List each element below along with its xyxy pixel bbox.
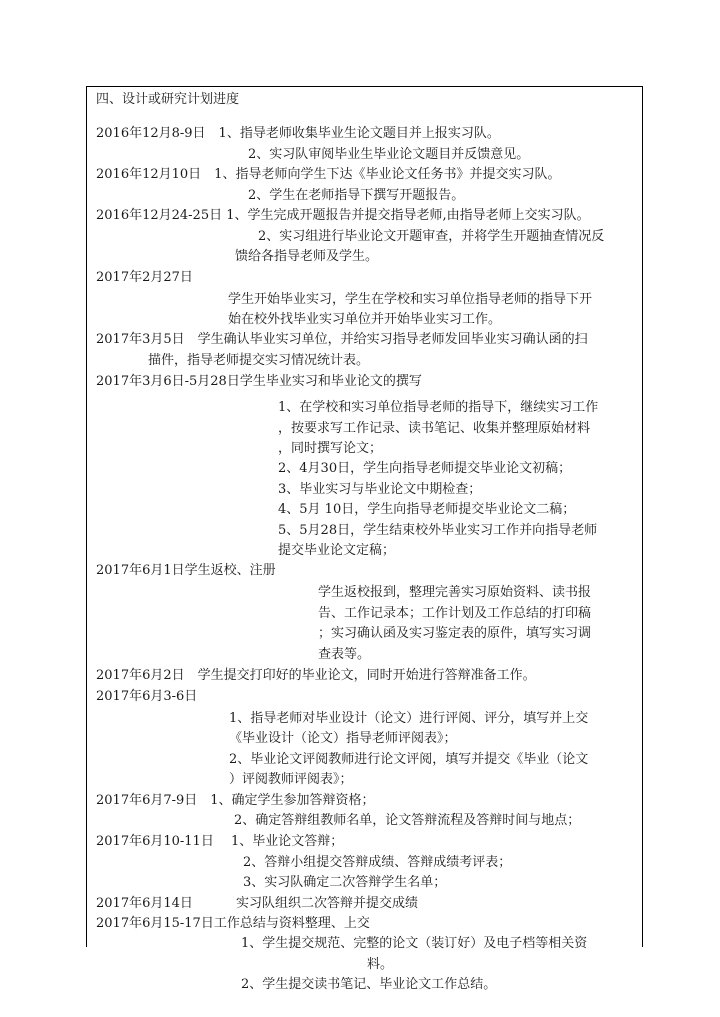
schedule-line: 提交毕业论文定稿； — [278, 543, 396, 558]
schedule-line: 2016年12月8-9日 1、指导老师收集毕业生论文题目并上报实习队。 — [96, 126, 500, 141]
schedule-line: 描件，指导老师提交实习情况统计表。 — [148, 353, 370, 368]
schedule-line: 2、实习队审阅毕业生毕业论文题目并反馈意见。 — [248, 147, 530, 162]
schedule-line: 3、实习队确定二次答辩学生名单； — [243, 875, 447, 890]
schedule-line: 2、毕业论文评阅教师进行论文评阅，填写并提交《毕业（论文 — [229, 752, 589, 767]
schedule-line: 学生开始毕业实习，学生在学校和实习单位指导老师的指导下开 — [228, 292, 593, 307]
schedule-line: 2、确定答辩组教师名单，论文答辩流程及答辩时间与地点； — [234, 813, 581, 828]
schedule-line: ；实习确认函及实习鉴定表的原件，填写实习调 — [318, 626, 592, 641]
schedule-line: 2、4月30日，学生向指导老师提交毕业论文初稿； — [278, 461, 572, 476]
schedule-line: 2017年6月7-9日 1、确定学生参加答辩资格； — [96, 793, 375, 808]
schedule-line: 1、学生提交规范、完整的论文（装订好）及电子档等相关资 — [241, 936, 588, 951]
schedule-line: 1、指导老师对毕业设计（论文）进行评阅、评分，填写并上交 — [229, 711, 589, 726]
schedule-line: 2017年6月14日 实习队组织二次答辩并提交成绩 — [96, 896, 419, 911]
schedule-line: 告、工作记录本；工作计划及工作总结的打印稿 — [318, 606, 592, 621]
schedule-line: ，按要求写工作记录、读书笔记、收集并整理原始材料 — [278, 421, 591, 436]
schedule-line: 2017年6月3-6日 — [96, 689, 198, 704]
schedule-line: 2016年12月10日 1、指导老师向学生下达《毕业论文任务书》并提交实习队。 — [96, 167, 561, 182]
schedule-line: 《毕业设计（论文）指导老师评阅表》； — [229, 731, 457, 746]
schedule-line: 2016年12月24-25日 1、学生完成开题报告并提交指导老师,由指导老师上交实习队。 — [96, 208, 590, 223]
schedule-line: 馈给各指导老师及学生。 — [235, 249, 379, 264]
schedule-line: 2017年3月6日-5月28日学生毕业实习和毕业论文的撰写 — [96, 374, 422, 389]
schedule-line: 2017年6月1日学生返校、注册 — [96, 563, 276, 578]
schedule-line: 4、5月 10日，学生向指导老师提交毕业论文二稿； — [278, 502, 576, 517]
schedule-line: 2、学生提交读书笔记、毕业论文工作总结。 — [241, 977, 497, 992]
schedule-line: 2、学生在老师指导下撰写开题报告。 — [248, 188, 465, 203]
schedule-line: 查表等。 — [318, 647, 371, 662]
schedule-line: 2017年6月2日 学生提交打印好的毕业论文，同时开始进行答辩准备工作。 — [96, 668, 536, 683]
schedule-line: 2017年3月5日 学生确认毕业实习单位，并给实习指导老师发回毕业实习确认函的扫 — [96, 332, 588, 347]
schedule-line: 2017年6月15-17日工作总结与资料整理、上交 — [96, 916, 370, 931]
schedule-line: 2017年6月10-11日 1、毕业论文答辩； — [96, 834, 344, 849]
schedule-line: 2017年2月27日 — [96, 270, 193, 285]
schedule-line: 1、在学校和实习单位指导老师的指导下，继续实习工作 — [278, 400, 599, 415]
schedule-line: ，同时撰写论文； — [278, 441, 383, 456]
schedule-line: 料。 — [367, 957, 394, 972]
schedule-line: ）评阅教师评阅表》； — [229, 772, 353, 787]
schedule-line: 2、答辩小组提交答辩成绩、答辩成绩考评表； — [243, 855, 512, 870]
section-title: 四、设计或研究计划进度 — [96, 92, 240, 107]
schedule-line: 2、实习组进行毕业论文开题审查，并将学生开题抽查情况反 — [258, 229, 605, 244]
schedule-line: 始在校外找毕业实习单位并开始毕业实习工作。 — [228, 312, 502, 327]
schedule-line: 3、毕业实习与毕业论文中期检查； — [278, 482, 482, 497]
schedule-line: 学生返校报到，整理完善实习原始资料、读书报 — [318, 585, 592, 600]
schedule-line: 5、5月28日，学生结束校外毕业实习工作并向指导老师 — [278, 523, 598, 538]
